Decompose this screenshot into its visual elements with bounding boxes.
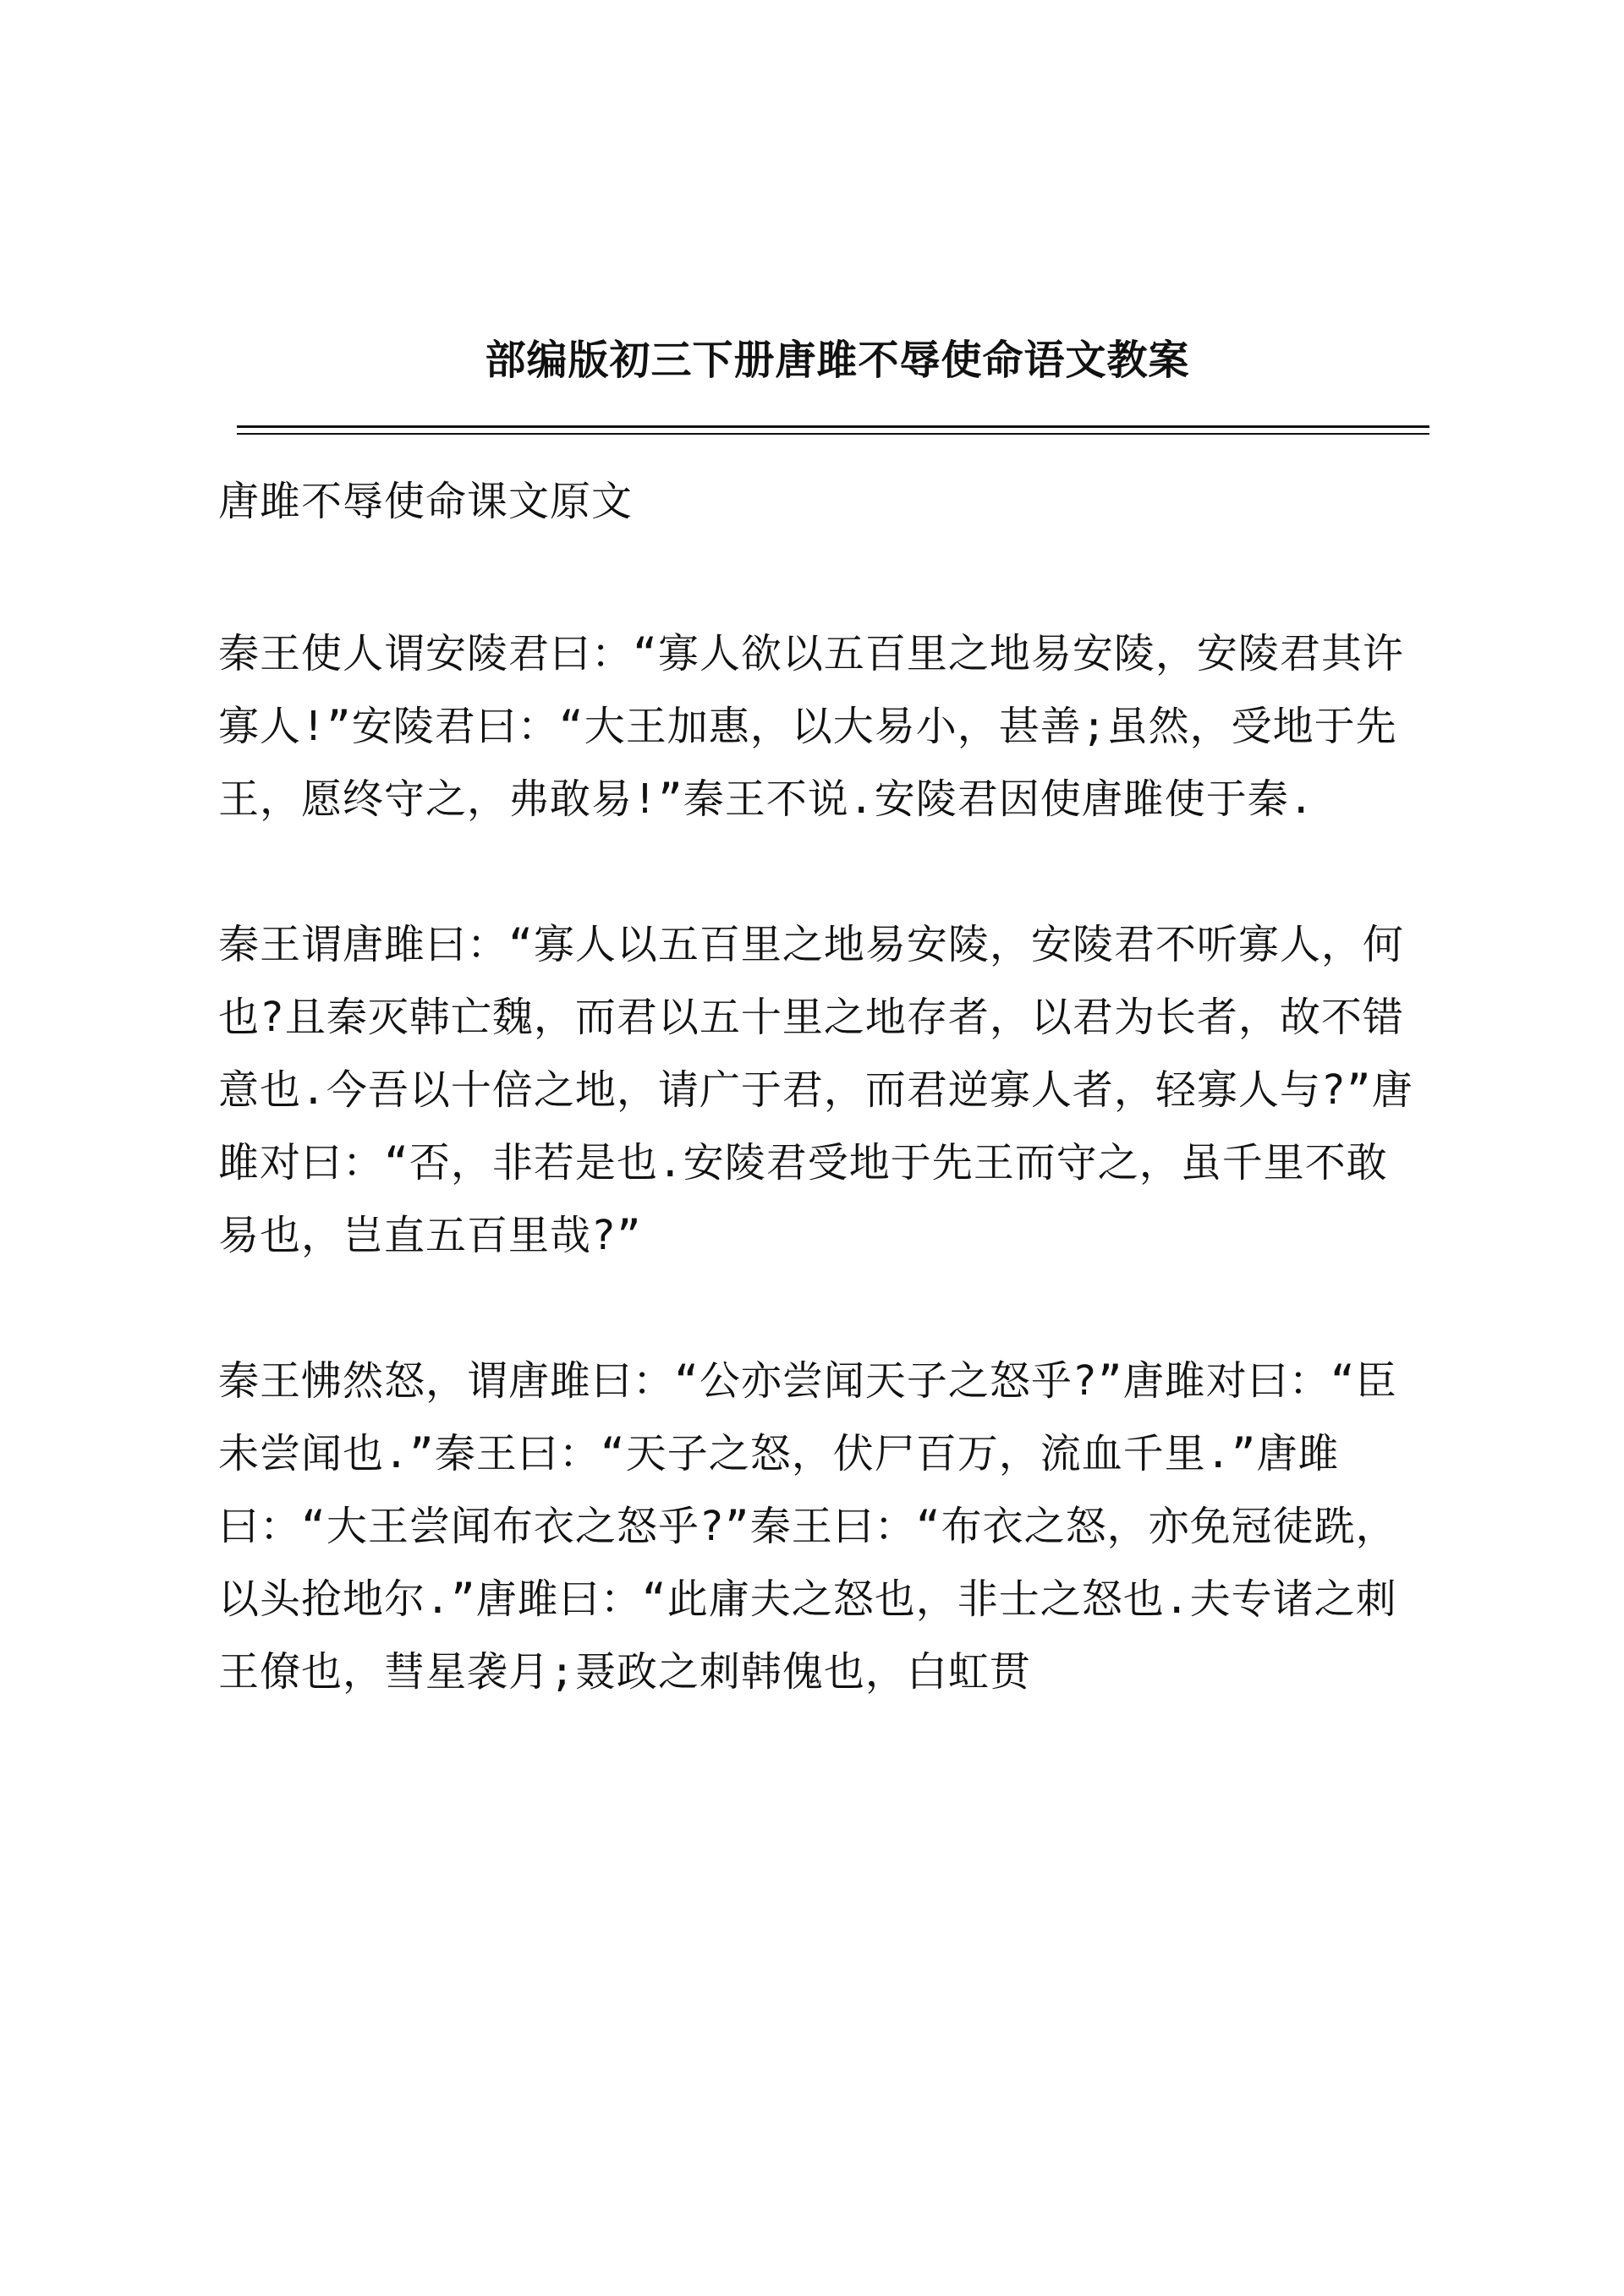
paragraph-3: 秦王怫然怒，谓唐雎曰：“公亦尝闻天子之怒乎?”唐雎对曰：“臣未尝闻也.”秦王曰：“天子之怒，伏尸百万，流血千里.”唐雎曰：“大王尝闻布衣之怒乎?”秦王曰：“布衣之怒，亦免冠徒跣，以头抢地尔.”唐雎曰：“此庸夫之怒也，非士之怒也.夫专诸之刺王僚也，彗星袭月;聂政之刺韩傀也，白虹贯	[218, 1357, 1397, 1696]
section-heading: 唐雎不辱使命课文原文	[218, 478, 634, 525]
title-divider-thick	[237, 425, 1429, 428]
document-body	[218, 465, 1428, 1781]
document-title: 部编版初三下册唐雎不辱使命语文教案	[485, 337, 1190, 384]
paragraph-1: 秦王使人谓安陵君曰：“寡人欲以五百里之地易安陵，安陵君其许寡人!”安陵君曰：“大王加惠，以大易小，甚善;虽然，受地于先王，愿终守之，弗敢易!”秦王不说.安陵君因使唐雎使于秦.	[218, 630, 1404, 823]
paragraph-2: 秦王谓唐雎曰：“寡人以五百里之地易安陵，安陵君不听寡人，何也?且秦灭韩亡魏，而君以五十里之地存者，以君为长者，故不错意也.今吾以十倍之地，请广于君，而君逆寡人者，轻寡人与?”唐雎对曰：“否，非若是也.安陵君受地于先王而守之，虽千里不敢易也，岂直五百里哉?”	[218, 921, 1413, 1259]
title-divider-thin	[237, 433, 1429, 435]
